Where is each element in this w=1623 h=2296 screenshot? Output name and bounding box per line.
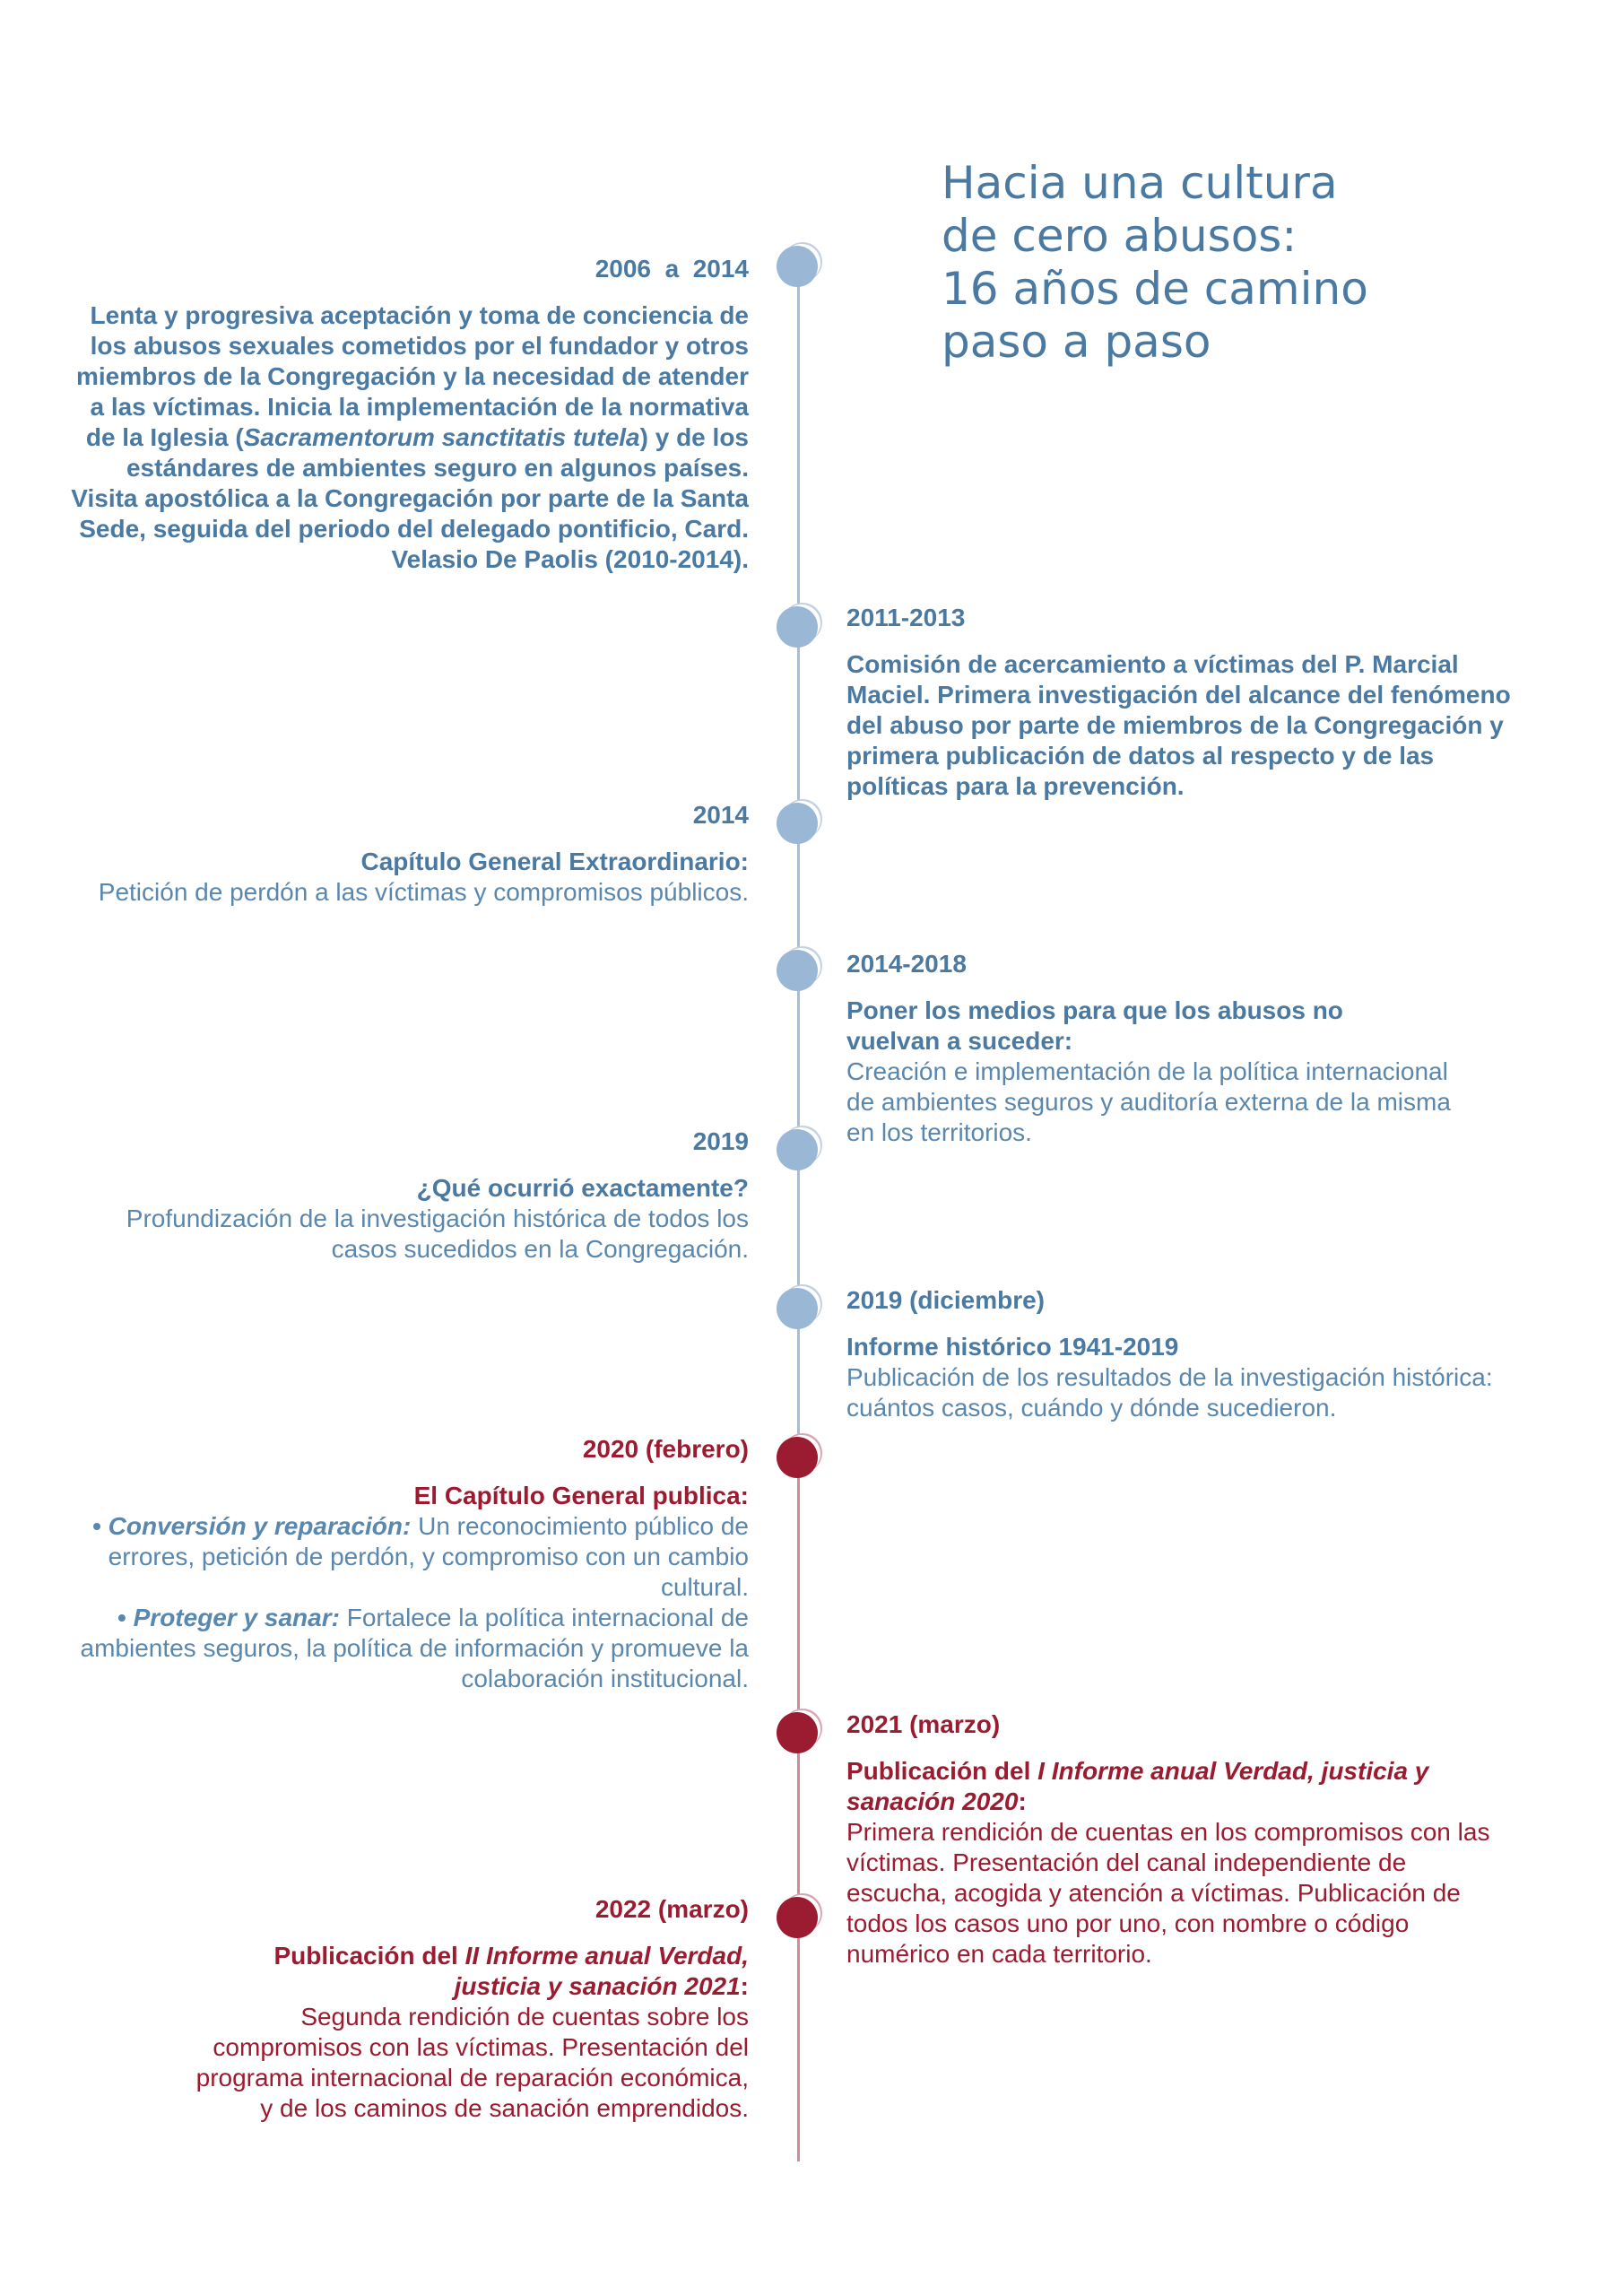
timeline-entry-2006-2014 <box>67 254 749 575</box>
entry-heading: Informe histórico 1941-2019 <box>846 1333 1179 1361</box>
entry-body: Profundización de la investigación histórica de todos los casos sucedidos en la Congregación. <box>126 1205 749 1263</box>
entry-body-italic: Sacramentorum sanctitatis tutela <box>243 423 640 451</box>
entry-date: 2006 a 2014 <box>595 255 749 283</box>
bullet-text: Un reconocimiento público de errores, petición de perdón, y compromiso con un cambio cultural. <box>108 1512 749 1601</box>
heading-italic: I Informe anual Verdad, justicia y sanación 2020 <box>846 1757 1429 1815</box>
timeline-entry-2021-marzo <box>846 1709 1528 1970</box>
timeline-node <box>777 1437 818 1478</box>
entry-heading <box>247 1941 749 2002</box>
entry-body: Publicación de los resultados de la investigación histórica: cuántos casos, cuándo y dónde sucedieron. <box>846 1363 1493 1422</box>
bullet-label: Proteger y sanar: <box>133 1604 340 1631</box>
timeline-entry-2014 <box>67 800 749 908</box>
entry-body: Segunda rendición de cuentas sobre los compromisos con las víctimas. Presentación del programa internacional de reparación económica, y de los caminos de sanación emprendidos. <box>195 2003 749 2122</box>
entry-date: 2020 (febrero) <box>582 1435 749 1463</box>
heading-text: Publicación del <box>846 1757 1038 1785</box>
title-line-1: Hacia una cultura <box>942 157 1338 209</box>
timeline-entry-2011-2013 <box>846 603 1528 802</box>
timeline-node <box>777 1288 818 1329</box>
entry-heading: ¿Qué ocurrió exactamente? <box>416 1174 749 1202</box>
heading-text: : <box>740 1972 749 2000</box>
entry-date: 2014 <box>692 801 749 829</box>
timeline-axis-red <box>797 1455 800 2161</box>
page-title <box>942 157 1569 369</box>
entry-body: Creación e implementación de la política internacional de ambientes seguros y auditoría externa de la misma en los territorios. <box>846 1057 1451 1146</box>
entry-date: 2022 (marzo) <box>595 1895 749 1923</box>
entry-date: 2019 <box>692 1127 749 1155</box>
entry-date: 2021 (marzo) <box>846 1710 1001 1738</box>
entry-date: 2011-2013 <box>846 604 966 631</box>
bullet-dot: • <box>92 1512 101 1540</box>
timeline-node <box>777 1129 818 1170</box>
bullet-label: Conversión y reparación: <box>108 1512 412 1540</box>
entry-body: Comisión de acercamiento a víctimas del P. Marcial Maciel. Primera investigación del alcance del fenómeno del abuso por parte de miembros de la Congregación y primera publicación de datos al respecto y de las políticas para la prevención. <box>846 650 1511 800</box>
bullet-dot: • <box>117 1604 126 1631</box>
entry-bullet <box>67 1603 749 1694</box>
bullet-text: Fortalece la política internacional de ambientes seguros, la política de información y promueve la colaboración institucional. <box>80 1604 749 1692</box>
heading-text: Publicación del <box>273 1942 465 1970</box>
entry-heading: Capítulo General Extraordinario: <box>360 848 749 875</box>
timeline-entry-2019 <box>67 1126 749 1265</box>
timeline-node <box>777 1897 818 1938</box>
timeline-entry-2022-marzo <box>67 1894 749 2124</box>
title-line-4: paso a paso <box>942 316 1211 368</box>
timeline-node <box>777 950 818 991</box>
timeline-node <box>777 606 818 648</box>
timeline-entry-2020-febrero <box>67 1434 749 1694</box>
timeline-node <box>777 246 818 287</box>
title-line-2: de cero abusos: <box>942 210 1298 262</box>
entry-heading: Poner los medios para que los abusos no vuelvan a suceder: <box>846 996 1343 1055</box>
entry-date: 2019 (diciembre) <box>846 1286 1045 1314</box>
entry-heading <box>846 1756 1474 1817</box>
heading-text: : <box>1018 1787 1027 1815</box>
title-line-3: 16 años de camino <box>942 263 1368 315</box>
timeline-entry-2019-diciembre <box>846 1285 1528 1423</box>
timeline-axis-blue <box>797 262 800 1455</box>
entry-body <box>67 300 749 575</box>
timeline-entry-2014-2018 <box>846 949 1528 1148</box>
entry-date: 2014-2018 <box>846 950 967 978</box>
timeline-node <box>777 803 818 844</box>
entry-body-text: ) y de los estándares de ambientes seguro en algunos países. Visita apostólica a la Congregación por parte de la Santa Sede, seguida del periodo del delegado pontificio, Card. Velasio De Paolis (2010-2014). <box>71 423 749 573</box>
entry-body-text: Lenta y progresiva aceptación y toma de conciencia de los abusos sexuales cometidos por el fundador y otros miembros de la Congregación y la necesidad de atender a las víctimas. Inicia la implementación de la normativa de la Iglesia ( <box>75 301 749 451</box>
entry-heading: El Capítulo General publica: <box>413 1482 749 1509</box>
entry-bullet <box>67 1511 749 1603</box>
entry-body: Petición de perdón a las víctimas y compromisos públicos. <box>98 878 749 906</box>
entry-body: Primera rendición de cuentas en los compromisos con las víctimas. Presentación del canal independiente de escucha, acogida y atención a víctimas. Publicación de todos los casos uno por uno, con nombre o código numérico en cada territorio. <box>846 1818 1490 1968</box>
heading-italic: II Informe anual Verdad, justicia y sanación 2021 <box>454 1942 749 2000</box>
timeline-node <box>777 1712 818 1753</box>
